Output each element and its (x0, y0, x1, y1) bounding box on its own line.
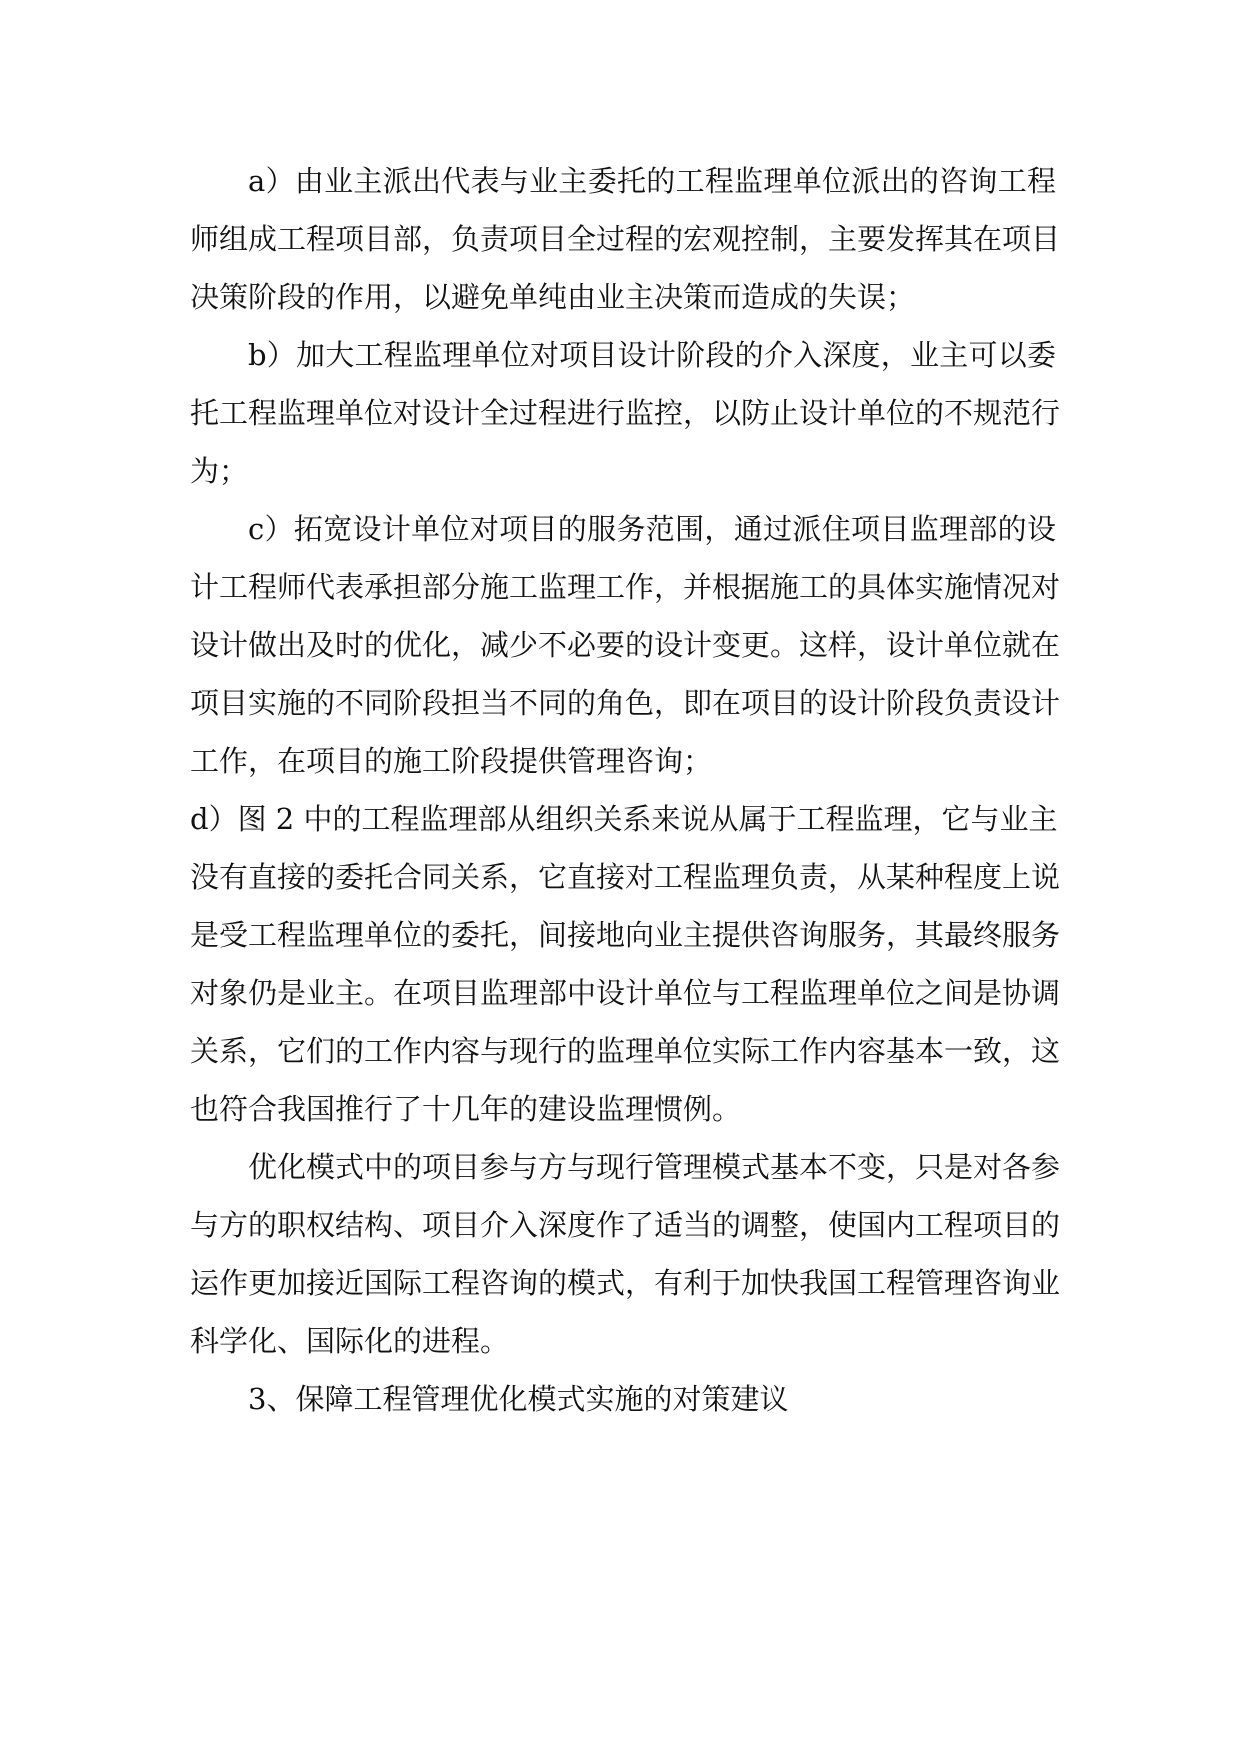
section-heading: 3、保障工程管理优化模式实施的对策建议 (248, 1382, 789, 1416)
paragraph-line: 对象仍是业主。在项目监理部中设计单位与工程监理单位之间是协调 (190, 976, 1061, 1010)
paragraph-line: 科学化、国际化的进程。 (190, 1324, 510, 1358)
paragraph-line: 计工程师代表承担部分施工监理工作，并根据施工的具体实施情况对 (190, 570, 1061, 604)
paragraph-line: 是受工程监理单位的委托，间接地向业主提供咨询服务，其最终服务 (190, 918, 1061, 952)
paragraph-line: 与方的职权结构、项目介入深度作了适当的调整，使国内工程项目的 (190, 1208, 1061, 1242)
paragraph-line: 决策阶段的作用，以避免单纯由业主决策而造成的失误； (190, 280, 916, 314)
paragraph-line: 师组成工程项目部，负责项目全过程的宏观控制，主要发挥其在项目 (190, 222, 1061, 256)
paragraph-b (190, 326, 1061, 500)
paragraph-c (190, 500, 1061, 790)
paragraph-summary (190, 1138, 1061, 1370)
paragraph-line: 项目实施的不同阶段担当不同的角色，即在项目的设计阶段负责设计 (190, 686, 1061, 720)
paragraph-line: 优化模式中的项目参与方与现行管理模式基本不变，只是对各参 (248, 1150, 1061, 1184)
paragraph-line: a）由业主派出代表与业主委托的工程监理单位派出的咨询工程 (248, 164, 1056, 198)
paragraph-line: 运作更加接近国际工程咨询的模式，有利于加快我国工程管理咨询业 (190, 1266, 1061, 1300)
paragraph-line: d）图 2 中的工程监理部从组织关系来说从属于工程监理，它与业主 (190, 802, 1058, 836)
paragraph-d (190, 790, 1061, 1138)
paragraph-a (190, 152, 1061, 326)
paragraph-line: 托工程监理单位对设计全过程进行监控，以防止设计单位的不规范行 (190, 396, 1061, 430)
paragraph-line: 关系，它们的工作内容与现行的监理单位实际工作内容基本一致，这 (190, 1034, 1061, 1068)
paragraph-line: 没有直接的委托合同关系，它直接对工程监理负责，从某种程度上说 (190, 860, 1061, 894)
paragraph-line: 也符合我国推行了十几年的建设监理惯例。 (190, 1092, 742, 1126)
paragraph-line: c）拓宽设计单位对项目的服务范围，通过派住项目监理部的设 (248, 512, 1056, 546)
paragraph-line: 为； (190, 454, 249, 488)
document-page (190, 152, 1061, 1428)
paragraph-line: 工作，在项目的施工阶段提供管理咨询； (190, 744, 713, 778)
paragraph-line: 设计做出及时的优化，减少不必要的设计变更。这样，设计单位就在 (190, 628, 1061, 662)
paragraph-line: b）加大工程监理单位对项目设计阶段的介入深度，业主可以委 (248, 338, 1056, 372)
